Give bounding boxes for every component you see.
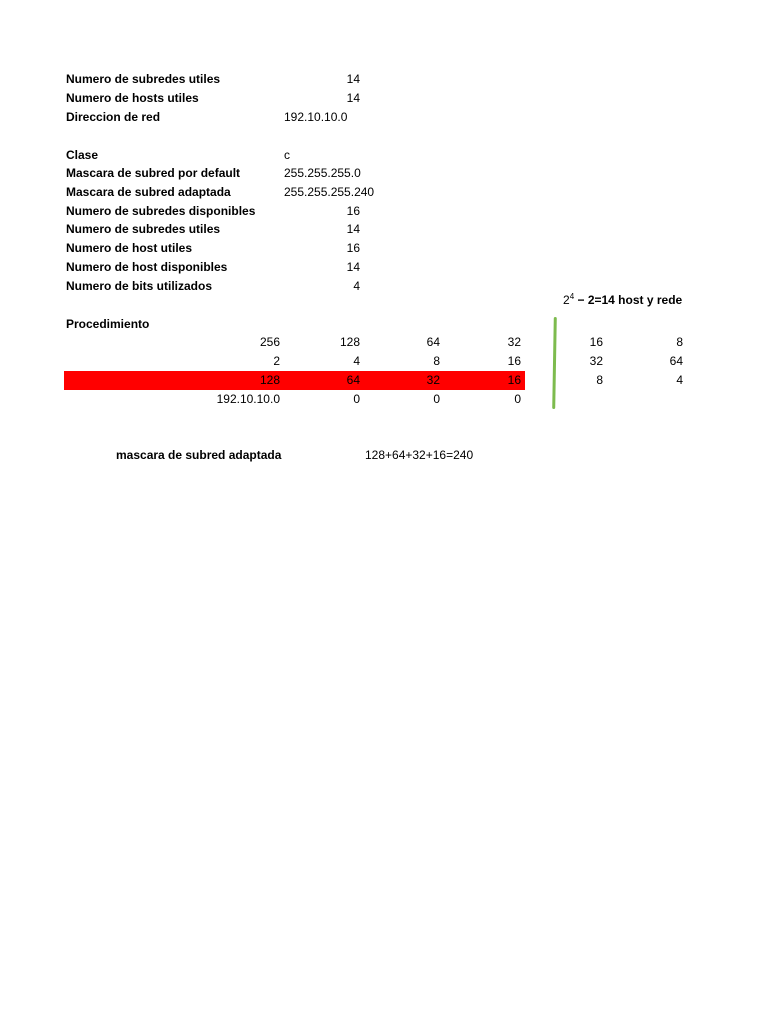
table-cell: 128	[339, 335, 360, 349]
table-cell: 64	[426, 335, 440, 349]
value-direccion-red: 192.10.10.0	[284, 110, 348, 124]
highlight-row-bar	[64, 371, 525, 390]
value-host-disponibles: 14	[346, 260, 360, 274]
label-clase: Clase	[66, 148, 99, 162]
value-hosts-utiles: 14	[346, 91, 360, 105]
value-bits-utilizados: 4	[353, 279, 360, 293]
value-mascara-adaptada: 255.255.255.240	[284, 185, 375, 199]
table-cell: 0	[433, 392, 440, 406]
table-cell-highlighted: 16	[507, 373, 521, 387]
table-cell: 16	[589, 335, 603, 349]
table-cell: 256	[259, 335, 280, 349]
label-host-disponibles: Numero de host disponibles	[66, 260, 228, 274]
label-direccion-red: Direccion de red	[66, 110, 161, 124]
table-cell-highlighted: 128	[259, 373, 280, 387]
value-clase: c	[284, 148, 290, 162]
label-subredes-utiles: Numero de subredes utiles	[66, 72, 221, 86]
table-cell-highlighted: 64	[346, 373, 360, 387]
value-host-utiles: 16	[346, 241, 360, 255]
label-subredes-utiles-2: Numero de subredes utiles	[66, 222, 221, 236]
label-mascara-adaptada: Mascara de subred adaptada	[66, 185, 231, 199]
table-cell-highlighted: 32	[426, 373, 440, 387]
label-mascara-default: Mascara de subred por default	[66, 166, 241, 180]
table-cell: 4	[353, 354, 360, 368]
value-mascara-default: 255.255.255.0	[284, 166, 361, 180]
table-cell: 16	[507, 354, 521, 368]
label-host-utiles: Numero de host utiles	[66, 241, 193, 255]
formula-rest: − 2=14 host y rede	[574, 293, 683, 307]
label-subredes-disponibles: Numero de subredes disponibles	[66, 204, 256, 218]
table-cell: 2	[273, 354, 280, 368]
table-cell: 64	[669, 354, 683, 368]
table-cell: 8	[596, 373, 603, 387]
table-cell: 8	[676, 335, 683, 349]
mask-formula: 128+64+32+16=240	[365, 448, 474, 462]
table-cell: 32	[507, 335, 521, 349]
formula-hosts	[563, 293, 687, 307]
label-bits-utilizados: Numero de bits utilizados	[66, 279, 213, 293]
table-cell: 0	[514, 392, 521, 406]
table-cell-network-address: 192.10.10.0	[216, 392, 280, 406]
value-subredes-utiles-2: 14	[346, 222, 360, 236]
mask-label: mascara de subred adaptada	[116, 448, 282, 462]
formula-base: 2	[563, 293, 570, 307]
value-subredes-utiles: 14	[346, 72, 360, 86]
label-hosts-utiles: Numero de hosts utiles	[66, 91, 199, 105]
formula-exponent: 4	[569, 293, 575, 301]
table-cell: 4	[676, 373, 683, 387]
procedimiento-label: Procedimiento	[66, 317, 150, 331]
table-cell: 32	[589, 354, 603, 368]
value-subredes-disponibles: 16	[346, 204, 360, 218]
table-cell: 8	[433, 354, 440, 368]
table-cell: 0	[353, 392, 360, 406]
